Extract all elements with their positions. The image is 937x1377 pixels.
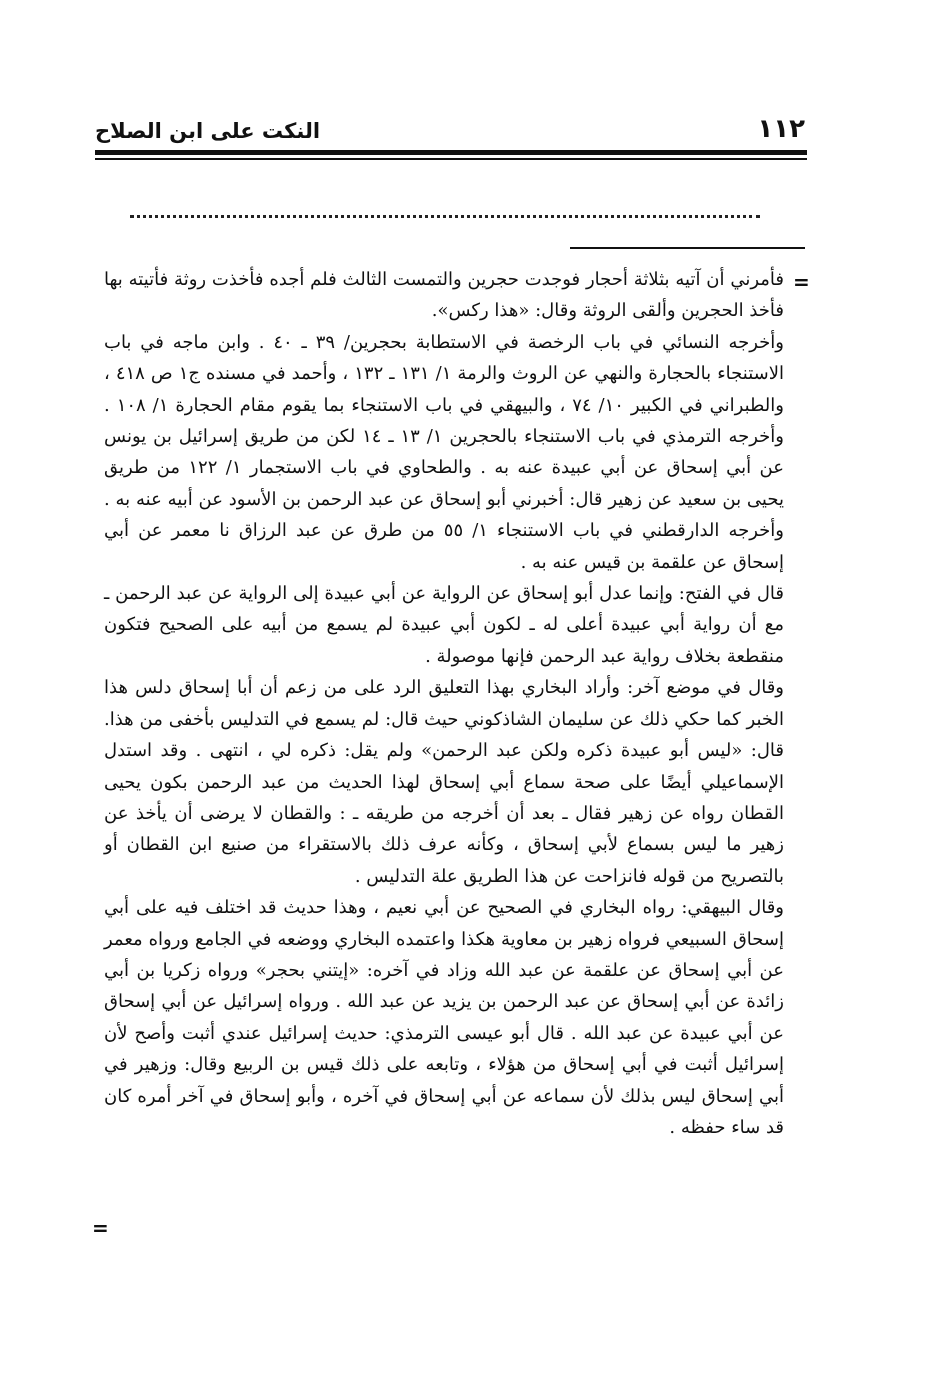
header-rule-thick [95,150,807,155]
paragraph: وقال البيهقي: رواه البخاري في الصحيح عن أبي نعيم ، وهذا حديث قد اختلف فيه على أبي إسحاق السبيعي فرواه زهير بن معاوية هكذا واعتمده البخاري ووضعه في الجامع ورواه معمر عن أبي إسحاق عن علقمة عن عبد الله وزاد في آخره: «إيتني بحجر» ورواه زكريا بن أبي زائدة عن أبي إسحاق عن عبد الرحمن بن يزيد عن عبد الله . ورواه إسرائيل عن أبي إسحاق عن أبي عبيدة عن عبد الله . قال أبو عيسى الترمذي: حديث إسرائيل عندي أثبت وأصح لأن إسرائيل أثبت في أبي إسحاق من هؤلاء ، وتابعه على ذلك قيس بن الربيع وقال: وزهير في أبي إسحاق ليس بذلك لأن سماعه عن أبي إسحاق في آخره ، وأبو إسحاق في آخر أمره كان قد ساء حفظه . [104,897,784,1138]
dotted-separator [130,198,760,218]
page-header [95,108,805,148]
running-title: النكت على ابن الصلاح [95,119,321,143]
footnote-rule [570,247,805,249]
page-number: ١١٢ [757,114,805,144]
paragraph: وأخرجه النسائي في باب الرخصة في الاستطابة بحجرين/ ٣٩ ـ ٤٠ . وابن ماجه في باب الاستنجاء بالحجارة والنهي عن الروث والرمة ١/ ١٣١ ـ ١٣٢ ، وأحمد في مسنده ج١ ص ٤١٨ ، والطبراني في الكبير ١٠/ ٧٤ ، والبيهقي في باب الاستنجاء بما يقوم مقام الحجارة ١/ ١٠٨ . وأخرجه الترمذي في باب الاستنجاء بالحجرين ١/ ١٣ ـ ١٤ لكن من طريق إسرائيل بن يونس عن أبي إسحاق عن أبي عبيدة عنه به . والطحاوي في باب الاستجمار ١/ ١٢٢ من طريق يحيى بن سعيد عن زهير قال: أخبرني أبو إسحاق عن عبد الرحمن بن الأسود عن أبيه عنه به . وأخرجه الدارقطني في باب الاستنجاء ١/ ٥٥ من طرق عن عبد الرزاق نا معمر عن أبي إسحاق عن علقمة بن قيس عنه به . [104,331,785,573]
header-rule-thin [95,158,807,160]
footnote-text [104,264,784,1143]
paragraph: وقال في موضع آخر: وأراد البخاري بهذا التعليق الرد على من زعم أن أبا إسحاق دلس هذا الخبر كما حكي ذلك عن سليمان الشاذكوني حيث قال: لم يسمع في التدليس بأخفى من هذا. قال: «ليس أبو عبيدة ذكره ولكن عبد الرحمن» ولم يقل: ذكره لي ، انتهى . وقد استدل الإسماعيلي أيضًا على صحة سماع أبي إسحاق لهذا الحديث من عبد الرحمن بكون يحيى القطان رواه عن زهير فقال ـ بعد أن أخرجه من طريقه ـ : والقطان لا يرضى أن يأخذ عن زهير ما ليس بسماع لأبي إسحاق ، وكأنه عرف ذلك بالاستقراء من صنيع ابن القطان أو بالتصريح من قوله فانزاحت عن هذا الطريق علة التدليس . [104,677,784,887]
continuation-marker-top: = [793,270,810,294]
paragraph: فأمرني أن آتيه بثلاثة أحجار فوجدت حجرين والتمست الثالث فلم أجده فأخذت روثة فأتيته بها فأخذ الحجرين وألقى الروثة وقال: «هذا ركس». [104,269,784,322]
paragraph: قال في الفتح: وإنما عدل أبو إسحاق عن الرواية عن أبي عبيدة إلى الرواية عن عبد الرحمن ـ مع أن رواية أبي عبيدة أعلى له ـ لكون أبي عبيدة لم يسمع من أبيه على الصحيح فتكون منقطعة بخلاف رواية عبد الرحمن فإنها موصولة . [104,583,784,667]
continuation-marker-bottom: = [92,1216,109,1240]
